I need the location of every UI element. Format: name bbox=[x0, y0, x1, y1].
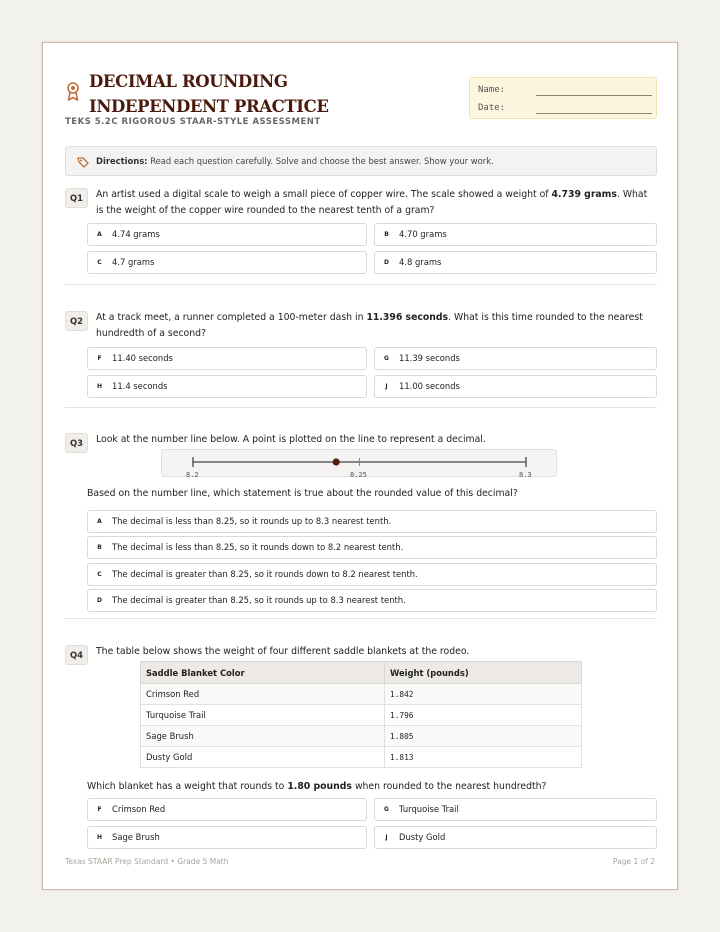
option-letter: D bbox=[384, 259, 389, 266]
option-text: 4.7 grams bbox=[112, 257, 155, 267]
date-label: Date: bbox=[478, 103, 506, 113]
option-letter: G bbox=[384, 355, 389, 362]
table-cell: 1.805 bbox=[385, 726, 582, 747]
option-letter: G bbox=[384, 806, 389, 813]
answer-option[interactable] bbox=[87, 375, 367, 398]
option-letter: J bbox=[385, 834, 388, 841]
question-text-part: . What is this time rounded to the nearest hundredth of a second? bbox=[96, 312, 643, 339]
question-text: The table below shows the weight of four different saddle blankets at the rodeo. bbox=[96, 646, 470, 657]
table-row bbox=[141, 747, 582, 768]
page-number: Page 1 of 2 bbox=[612, 857, 655, 866]
table-cell: Dusty Gold bbox=[141, 747, 385, 768]
tick-label-max: 8.3 bbox=[519, 471, 532, 479]
answer-option[interactable] bbox=[374, 223, 657, 246]
option-letter: C bbox=[97, 571, 102, 578]
option-text: 11.00 seconds bbox=[399, 381, 460, 391]
tick-label-mid: 8.25 bbox=[350, 471, 367, 479]
date-field[interactable] bbox=[536, 113, 652, 114]
directions-box bbox=[65, 146, 657, 176]
table-row bbox=[141, 726, 582, 747]
name-field[interactable] bbox=[536, 95, 652, 96]
question-stem bbox=[87, 781, 546, 792]
plotted-point bbox=[333, 458, 340, 465]
table-cell: Sage Brush bbox=[141, 726, 385, 747]
page-subtitle: TEKS 5.2C RIGOROUS STAAR-STYLE ASSESSMENT bbox=[65, 117, 321, 127]
question-key-value: 4.739 grams bbox=[551, 189, 617, 200]
tick-label-min: 8.2 bbox=[186, 471, 199, 479]
answer-option[interactable] bbox=[87, 589, 657, 612]
table-cell: 1.796 bbox=[385, 705, 582, 726]
divider bbox=[65, 284, 657, 285]
question-number: Q1 bbox=[65, 188, 88, 208]
option-letter: H bbox=[96, 834, 103, 841]
option-letter: F bbox=[97, 355, 102, 362]
table-cell: Crimson Red bbox=[141, 684, 385, 705]
question-text-part: At a track meet, a runner completed a 100-meter dash in bbox=[96, 312, 367, 323]
option-letter: J bbox=[385, 383, 388, 390]
option-text: 4.70 grams bbox=[399, 229, 447, 239]
question-text-part: Which blanket has a weight that rounds to bbox=[87, 781, 288, 792]
answer-option[interactable] bbox=[87, 826, 367, 849]
option-text: The decimal is less than 8.25, so it rounds up to 8.3 nearest tenth. bbox=[112, 516, 392, 526]
answer-option[interactable] bbox=[374, 798, 657, 821]
table-row bbox=[141, 705, 582, 726]
worksheet-page bbox=[42, 42, 678, 890]
option-text: The decimal is greater than 8.25, so it rounds down to 8.2 nearest tenth. bbox=[112, 569, 418, 579]
option-text: The decimal is greater than 8.25, so it rounds up to 8.3 nearest tenth. bbox=[112, 595, 406, 605]
directions-label: Directions: bbox=[96, 156, 148, 166]
option-letter: C bbox=[97, 259, 102, 266]
option-letter: A bbox=[97, 231, 102, 238]
table-header: Weight (pounds) bbox=[385, 662, 582, 684]
pencil-tag-icon bbox=[76, 155, 90, 169]
option-text: 4.8 grams bbox=[399, 257, 442, 267]
answer-option[interactable] bbox=[87, 223, 367, 246]
answer-option[interactable] bbox=[87, 251, 367, 274]
question-number: Q2 bbox=[65, 311, 88, 331]
question-text-part: when rounded to the nearest hundredth? bbox=[351, 781, 547, 792]
answer-option[interactable] bbox=[87, 536, 657, 559]
divider bbox=[65, 407, 657, 408]
question-key-value: 11.396 seconds bbox=[366, 312, 449, 323]
table-cell: 1.813 bbox=[385, 747, 582, 768]
option-text: 11.40 seconds bbox=[112, 353, 173, 363]
question-text bbox=[96, 187, 656, 219]
divider bbox=[65, 618, 657, 619]
answer-option[interactable] bbox=[374, 826, 657, 849]
question-number: Q4 bbox=[65, 645, 88, 665]
name-label: Name: bbox=[478, 85, 506, 95]
question-text: Look at the number line below. A point is plotted on the line to represent a decimal. bbox=[96, 434, 486, 445]
option-text: Turquoise Trail bbox=[399, 804, 459, 814]
option-text: The decimal is less than 8.25, so it rounds down to 8.2 nearest tenth. bbox=[112, 542, 404, 552]
footer-left: Texas STAAR Prep Standard • Grade 5 Math bbox=[65, 857, 229, 866]
table-header: Saddle Blanket Color bbox=[141, 662, 385, 684]
question-text bbox=[96, 310, 656, 342]
answer-option[interactable] bbox=[87, 563, 657, 586]
question-stem: Based on the number line, which statement is true about the rounded value of this decimal? bbox=[87, 488, 518, 499]
option-letter: H bbox=[96, 383, 103, 390]
table-header-row bbox=[141, 662, 582, 684]
option-text: Dusty Gold bbox=[399, 832, 446, 842]
option-letter: A bbox=[97, 518, 102, 525]
option-text: 11.39 seconds bbox=[399, 353, 460, 363]
number-line bbox=[161, 449, 557, 477]
option-text: Sage Brush bbox=[112, 832, 160, 842]
answer-option[interactable] bbox=[87, 510, 657, 533]
answer-option[interactable] bbox=[374, 347, 657, 370]
option-letter: B bbox=[97, 544, 102, 551]
option-text: 4.74 grams bbox=[112, 229, 160, 239]
question-key-value: 1.80 pounds bbox=[287, 781, 352, 792]
table-cell: Turquoise Trail bbox=[141, 705, 385, 726]
page-title: DECIMAL ROUNDING INDEPENDENT PRACTICE bbox=[89, 72, 329, 116]
directions-text bbox=[96, 156, 494, 166]
option-text: 11.4 seconds bbox=[112, 381, 168, 391]
table-cell: 1.842 bbox=[385, 684, 582, 705]
answer-option[interactable] bbox=[87, 347, 367, 370]
question-text-part: . What is the weight of the copper wire rounded to the nearest tenth of a gram? bbox=[96, 189, 648, 216]
question-number: Q3 bbox=[65, 433, 88, 453]
answer-option[interactable] bbox=[374, 375, 657, 398]
option-letter: F bbox=[97, 806, 102, 813]
answer-option[interactable] bbox=[87, 798, 367, 821]
option-letter: B bbox=[384, 231, 389, 238]
answer-option[interactable] bbox=[374, 251, 657, 274]
page-footer bbox=[65, 857, 655, 866]
worksheet-header bbox=[65, 67, 657, 155]
question-text-part: An artist used a digital scale to weigh a small piece of copper wire. The scale showed a weight of bbox=[96, 189, 552, 200]
option-text: Crimson Red bbox=[112, 804, 166, 814]
table-row bbox=[141, 684, 582, 705]
name-date-box bbox=[469, 77, 657, 119]
award-ribbon-icon bbox=[65, 81, 81, 103]
saddle-blanket-table bbox=[140, 661, 582, 768]
directions-body: Read each question carefully. Solve and choose the best answer. Show your work. bbox=[150, 156, 494, 166]
option-letter: D bbox=[97, 597, 102, 604]
